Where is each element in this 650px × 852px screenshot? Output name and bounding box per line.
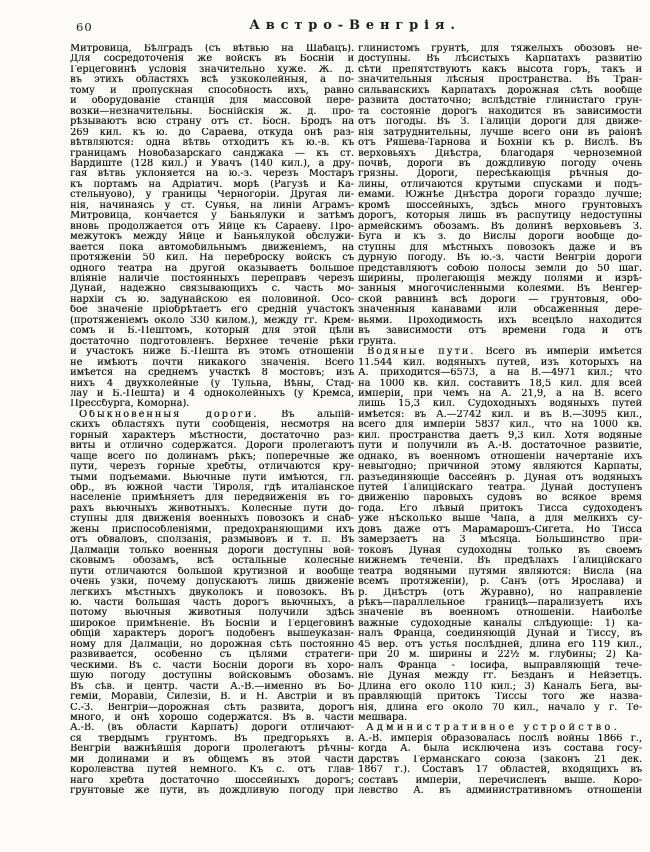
text-line: населеніе примѣняетъ для передвиженія въ го- — [70, 493, 354, 504]
text-line: почвѣ, дороги въ дождливую погоду очень — [358, 158, 642, 169]
text-line: въ зависимости отъ времени года и отъ — [358, 326, 642, 337]
text-line: рѣкъ—параллельное границѣ—парализуетъ ихъ — [358, 598, 642, 609]
text-line: 1867 г.). Составъ 17 областей, входящихъ въ — [358, 765, 642, 776]
text-line: кромѣ шоссейныхъ, здѣсь много грунтовыхъ — [358, 200, 642, 211]
text-line: когда А. была исключена изъ состава госу- — [358, 744, 642, 755]
text-line: отъ Ряшева-Тарнова и Бохніи къ р. Вислѣ. Въ — [358, 138, 642, 149]
text-line: всего для имперіи 5837 кил., что на 1000 кв. — [358, 420, 642, 431]
text-line: сильванскихъ Карпатахъ дорожная сѣть вообще — [358, 85, 642, 96]
text-line: 11.544 кил. водяныхъ путей, изъ которыхъ на — [358, 357, 642, 368]
text-line: рѣзываютъ всю страну отъ ст. Босн. Бродъ на — [70, 117, 354, 128]
text-line: невыгодно; причиной этому являются Карпаты, — [358, 462, 642, 473]
text-line: левство А. въ административномъ отношеніи — [358, 786, 642, 797]
text-line: Водяные пути. Всего въ имперіи имѣется — [367, 347, 642, 358]
text-line: достаточно подготовленъ. Верхнее теченіе рѣки — [70, 336, 354, 347]
text-line: Герцеговинѣ условія значительно хуже. Ж. д. — [70, 64, 354, 75]
text-line: уже нѣсколько выше Чапа, а для мелкихъ су- — [358, 514, 642, 525]
text-line: А.-В. (въ области Карпатъ) дороги отличают- — [70, 723, 354, 734]
text-line: не имѣютъ почти никакого значенія. Всего — [70, 357, 354, 368]
text-line: одного театра на другой оказываетъ большое — [70, 263, 354, 274]
text-line: возки—незначительны. Боснійскія ж. д. про- — [70, 106, 354, 117]
text-line: движенію паровыхъ судовъ во всякое время — [358, 493, 642, 504]
text-line: грязны. Дороги, пересѣкающія рѣчныя до- — [358, 169, 642, 180]
text-line: Митровица, кончается у Баньялуки и затѣмъ — [70, 211, 354, 222]
text-line: потому вьючныя животныя получили здѣсь — [70, 608, 354, 619]
text-line: Въ сѣв. и центр. части А.-В.—именно въ Бо- — [70, 681, 354, 692]
text-line: имѣется: въ А.—2742 кил. и въ В.—3095 кил., — [358, 409, 642, 420]
text-line: разъединяющіе бассейнъ р. Дуная отъ водяныхъ — [358, 472, 642, 483]
text-line: вѣтвляются: одна вѣтвь отходитъ къ ю.-в. къ — [70, 138, 354, 149]
text-line: ному для Далмаціи, но дорожная сѣть постоянно — [70, 639, 354, 650]
text-line: бое значеніе пріобрѣтаетъ его средній участокъ — [70, 305, 354, 316]
text-line: протяженіи 50 кил. На переброску войскъ съ — [70, 253, 354, 264]
text-line: развивается, особенно съ цѣлями стратеги- — [70, 650, 354, 661]
text-line: вліяніе наличіе постоянныхъ переправъ черезъ — [70, 273, 354, 284]
text-line: нія, длина его около 70 кил., начало у г. Те- — [358, 702, 642, 713]
text-line: широкое примѣненіе. Въ Босніи и Герцеговинѣ — [70, 618, 354, 629]
text-line: ю. части большая часть дорогъ вьючныхъ, а — [70, 598, 354, 609]
text-line: верховьяхъ Днѣстра, благодаря черноземной — [358, 148, 642, 159]
page-number: 60 — [76, 20, 93, 34]
text-line: А.-В. имперія образовалась послѣ войны 1866 г., — [358, 733, 642, 744]
text-line: нижнемъ теченіи. Въ предѣлахъ Галиційскаго — [358, 556, 642, 567]
text-line: сѣти препятствуютъ какъ высота горъ, такъ и — [358, 64, 642, 75]
text-line: Длина его около 110 кил.; 3) Каналъ Бега, вы- — [358, 681, 642, 692]
text-line: мешвара. — [358, 713, 408, 723]
text-line: геміи, Моравіи, Силезіи, В. и Н. Австріи и въ — [70, 692, 354, 703]
text-line: легкихъ мѣстныхъ двуколокъ и повозокъ. Въ — [70, 587, 354, 598]
text-line: Вардиште (128 кил.) и Увачъ (140 кил.), а дру- — [70, 158, 354, 169]
text-line: нія затруднительны, лучше всего они въ раіонѣ — [358, 127, 642, 138]
text-line: тыми подъемами. Вьючные пути имѣются, гл. — [70, 472, 354, 483]
text-line: значенныя канавами или обсаженныя дере- — [358, 305, 642, 316]
text-line: С.-З. Венгріи—дорожная сѣть развита, дорогъ — [70, 702, 354, 713]
text-line: вьями. Проходимость ихъ всецѣло находится — [358, 315, 642, 326]
text-line: грунта. — [358, 336, 397, 347]
text-line: Митровица, Бѣлградъ (съ вѣтвью на Шабацъ). — [70, 44, 354, 54]
text-line: значительныя лѣсныя пространства. Въ Тран- — [358, 75, 642, 86]
text-line: правляющій притокъ Тиссы того же назва- — [358, 692, 642, 703]
text-line: рахъ вьючныхъ животныхъ. Колесные пути до- — [70, 503, 354, 514]
text-line: Венгріи важнѣйшія дороги пролегаютъ рѣчны- — [70, 744, 354, 755]
section-heading: Водяные пути. — [367, 347, 476, 358]
text-line: общій характеръ дорогъ подобенъ вышеуказан- — [70, 629, 354, 640]
text-line: развита достаточно; вслѣдствіе глинистаго грун- — [358, 96, 642, 107]
text-line: глинистомъ грунтѣ, для тяжелыхъ обозовъ не- — [358, 44, 642, 54]
text-line: межутокъ между Яйце и Баньялукой обслужи- — [70, 232, 354, 243]
text-line: нія, начинаясь у ст. Сунья, на линіи Аграмъ- — [70, 200, 354, 211]
text-line: къ портамъ на Адріатич. морѣ (Рагузѣ и Ка- — [70, 179, 354, 190]
text-line: при 20 м. ширины и 22½ м. глубины; 2) Ка- — [358, 650, 642, 661]
text-line: однако, въ военномъ отношеніи начертаніе ихъ — [358, 451, 642, 462]
text-line: и оборудованіе станцій для массовой пере- — [70, 96, 354, 107]
text-line: р. Днѣстръ (отъ Журавно), но направленіе — [358, 587, 642, 598]
text-line: Обыкновенныя дороги. Въ альпій- — [79, 409, 354, 420]
text-line: имѣется на среднемъ участкѣ 8 мостовъ; изъ — [70, 368, 354, 379]
text-line: вновь продолжается отъ Яйце къ Сараеву. Про- — [70, 221, 354, 232]
text-line: ской равнинѣ всѣ дороги — грунтовыя, обо- — [358, 294, 642, 305]
text-line: пути отличаются большой крутизной и вообще — [70, 566, 354, 577]
text-line: Далмаціи только военныя дороги доступны вой- — [70, 545, 354, 556]
text-line: доступны. Въ лѣсистыхъ Карпатахъ развитію — [358, 54, 642, 65]
text-line: ніе Дуная между гг. Безданъ и Нейзетцъ. — [358, 671, 642, 682]
text-line: гая вѣтвь уклоняется на ю.-з. черезъ Мостаръ — [70, 169, 354, 180]
text-line: имперіи, при чемъ на А. 21,9, а на В. всего — [358, 388, 642, 399]
text-columns — [70, 44, 642, 797]
text-line: пути, черезъ горные хребты, отличаются кру- — [70, 462, 354, 473]
text-line: королевства путей немного. Къ с. отъ глав- — [70, 765, 354, 776]
text-line: Буга и къ з. до Вислы дороги вообще до- — [358, 232, 642, 243]
text-line: армейскимъ обозамъ. Въ долинѣ верховьевъ З. — [358, 221, 642, 232]
text-line: много, и онѣ хорошо содержатся. Въ в. части — [70, 713, 354, 723]
section-heading: Обыкновенныя дороги. — [79, 409, 259, 420]
text-line: кил. пространства даетъ 9,3 кил. Хотя водяные — [358, 430, 642, 441]
text-line: составъ имперіи, перечисленъ выше. Коро- — [358, 775, 642, 786]
text-line: довъ даже отъ Марамарошъ-Сигета. Но Тисса — [358, 524, 642, 535]
text-line: Дунай, надежно связывающихъ с. часть мо- — [70, 284, 354, 295]
text-line: сомъ и Б.-Пештомъ, который для этой цѣли — [70, 326, 354, 337]
text-line: грунтовые же пути, въ дождливую погоду при — [70, 786, 354, 797]
text-line: нархіи съ ю. задунайскою ея половиной. Осо- — [70, 294, 354, 305]
text-line: очень узки, почему допускаютъ лишь движеніе — [70, 577, 354, 588]
text-line: всемъ протяженіи), р. Санъ (отъ Ярослава) и — [358, 577, 642, 588]
text-line: Прессбурга, Коморна). — [70, 399, 190, 410]
section-heading: Административное устройство. — [366, 723, 620, 734]
text-line: отъ обваловъ, сползанія, размывовъ и т. п. Въ — [70, 535, 354, 546]
text-line: представляютъ собою полосы земли до 50 шаг. — [358, 263, 642, 274]
text-line: чаще всего по долинамъ рѣкъ; поперечные же — [70, 451, 354, 462]
text-line: лишь 15,3 кил. Судоходныхъ водяныхъ путей — [358, 399, 642, 410]
text-line: шую погоду доступны войсковымъ обозамъ. — [70, 671, 354, 682]
text-line: путей Галиційскаго театра. Дунай доступенъ — [358, 483, 642, 494]
text-line: А. приходится—6573, а на В.—4971 кил.; что — [358, 368, 642, 379]
text-line: та состояніе дорогъ находится въ зависимости — [358, 106, 642, 117]
text-line: театра водяными путями являются: Висла (на — [358, 566, 642, 577]
text-line: ширины, пролегающія между полями и изрѣ- — [358, 273, 642, 284]
text-line: ступны для движенія военныхъ повозокъ и снаб- — [70, 514, 354, 525]
text-line: важные судоходные каналы слѣдующіе: 1) ка- — [358, 618, 642, 629]
text-line: 269 кил. къ ю. до Сараева, откуда онѣ раз- — [70, 127, 354, 138]
text-line: Для сосредоточенія же войскъ въ Босніи и — [70, 54, 354, 65]
text-line: тому и пропускная способность ихъ, равно — [70, 85, 354, 96]
text-line: нихъ 4 двухколейные (у Тульна, Вѣны, Стад- — [70, 378, 354, 389]
text-line: сковымъ обозамъ, всѣ остальные колесные — [70, 556, 354, 567]
text-line: ми долинами и въ общемъ въ этой части — [70, 754, 354, 765]
text-line: налъ Франца - Іосифа, выправляющій тече- — [358, 660, 642, 671]
text-line: границамъ Новобазарскаго санджака — къ ст. — [70, 148, 354, 159]
text-line: наго хребта достаточно шоссейныхъ дорогъ; — [70, 775, 354, 786]
text-line: стельнуово), у границы Черногоріи. Другая ли- — [70, 190, 354, 201]
left-column — [70, 44, 354, 797]
text-line: лины, отличаются крутыми спусками и подъ- — [358, 179, 642, 190]
text-line: токовъ Дуная судоходны только въ своемъ — [358, 545, 642, 556]
text-line: года. Его лѣвый притокъ Тисса судоходенъ — [358, 503, 642, 514]
text-line: на 1000 кв. кил. составитъ 18,5 кил. для всей — [358, 378, 642, 389]
text-line: жены приспособленіями, предохраняющими ихъ — [70, 524, 354, 535]
text-line: въ этихъ областяхъ всѣ узкоколейныя, а по- — [70, 75, 354, 86]
right-column — [358, 44, 642, 797]
page-header — [70, 18, 640, 34]
text-line — [358, 723, 642, 733]
text-line: емами. Южнѣе Днѣстра дороги гораздо лучше; — [358, 190, 642, 201]
text-line: вается пока автомобильнымъ движеніемъ, на — [70, 242, 354, 253]
text-line: лау и Б.-Пешта) и 4 одноколейныхъ (у Кремса, — [70, 388, 354, 399]
text-line: дурную погоду. Въ ю.-з. части Венгріи дороги — [358, 253, 642, 264]
text-line: налъ Франца, соединяющій Дунай и Тиссу, въ — [358, 629, 642, 640]
text-line: (протяженіемъ около 330 килом.), между гг. Крем- — [70, 315, 354, 326]
text-line: дорогъ, которыя лишь въ распутицу недоступны — [358, 211, 642, 222]
text-line: обр., въ южной части Тироля, гдѣ италіанское — [70, 483, 354, 494]
text-line: пути и получили въ А.-В. достаточное развитіе, — [358, 441, 642, 452]
text-line: горный характеръ мѣстности, достаточно раз- — [70, 430, 354, 441]
text-line: виты и отлично содержатся. Дороги пролегаютъ — [70, 441, 354, 452]
text-line: замерзаетъ на 3 мѣсяца. Большинство при- — [358, 535, 642, 546]
text-line: дарствъ Германскаго союза (законъ 21 дек. — [358, 754, 642, 765]
text-line: и участокъ ниже Б.-Пешта въ этомъ отношеніи — [70, 347, 354, 358]
text-line: скихъ областяхъ пути сообщенія, несмотря на — [70, 420, 354, 431]
text-line: ся твердымъ грунтомъ. Въ предгорьяхъ в. — [70, 733, 354, 744]
page-title: Австро-Венгрія. — [249, 18, 461, 33]
text-line: ческими. Въ с. части Босніи дороги въ хоро- — [70, 660, 354, 671]
text-line: занныя многочисленными колеями. Въ Венгер- — [358, 284, 642, 295]
text-line: значеніе въ военномъ отношеніи. Наиболѣе — [358, 608, 642, 619]
text-line: ступны для мѣстныхъ повозокъ даже и въ — [358, 242, 642, 253]
text-line: отъ погоды. Въ З. Галиціи дороги для движе- — [358, 117, 642, 128]
text-line: 45 вер. отъ устья послѣдней, длина его 119 кил., — [358, 639, 642, 650]
